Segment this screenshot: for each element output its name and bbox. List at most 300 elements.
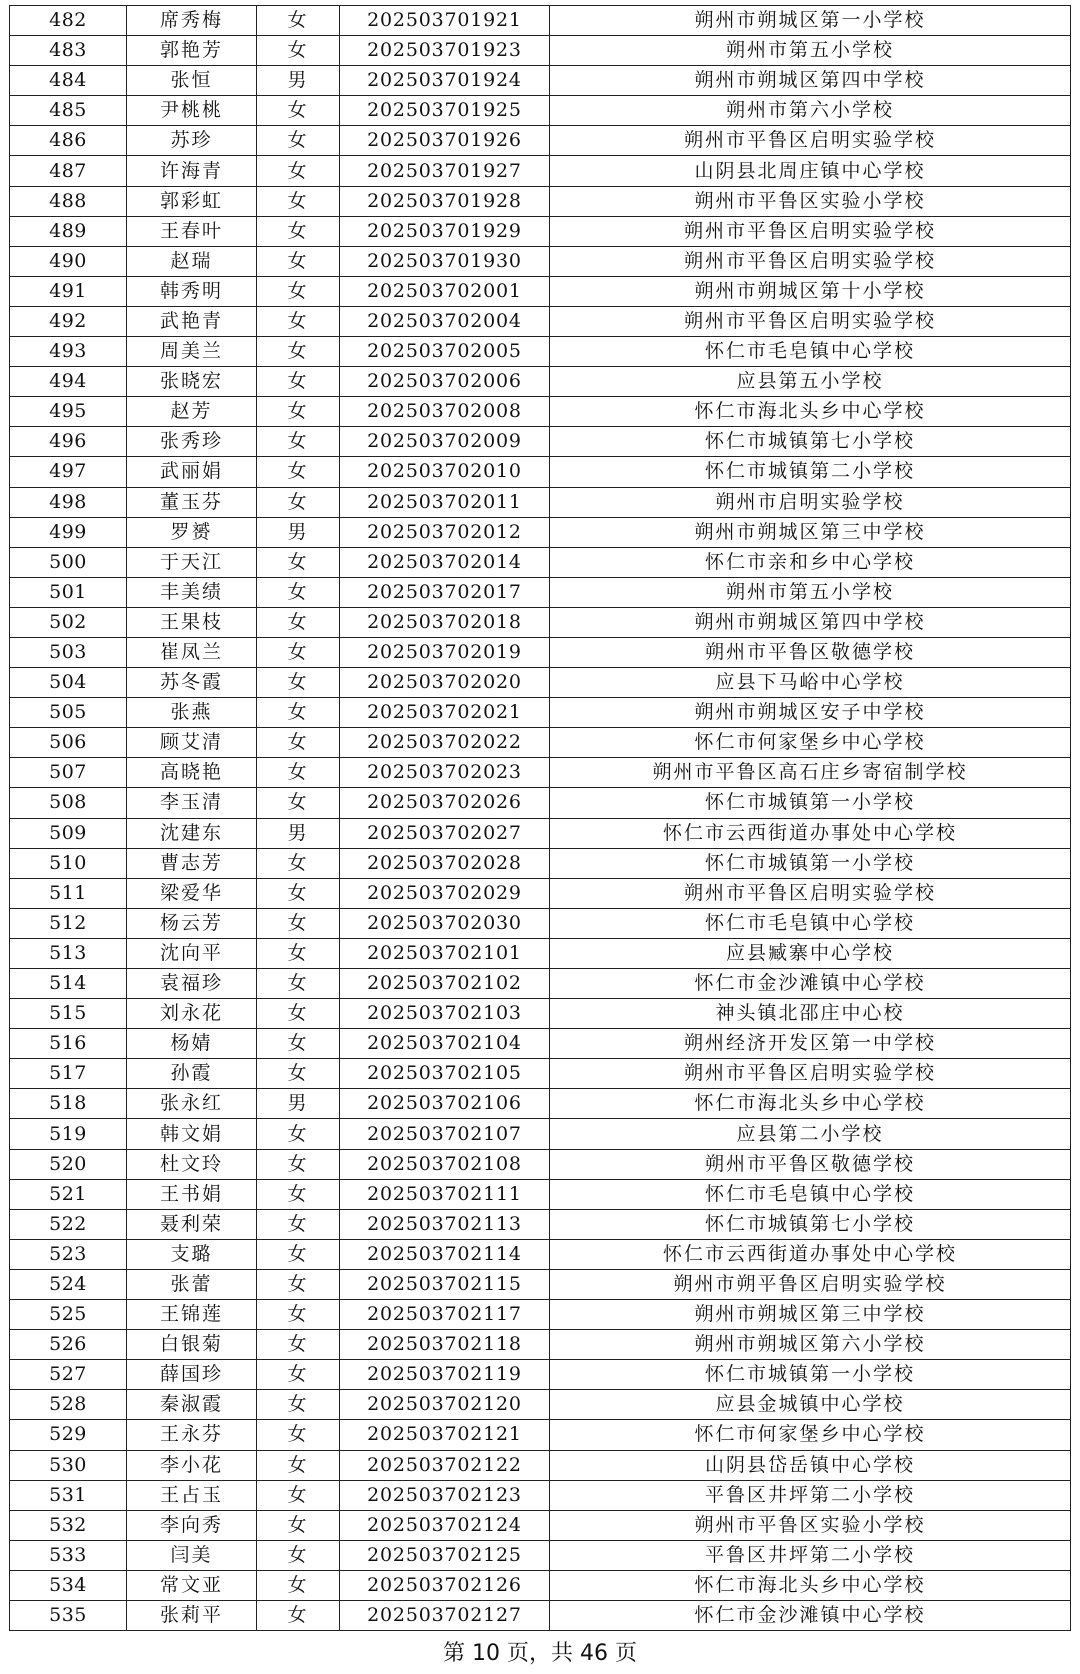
- cell-number: 524: [10, 1269, 127, 1299]
- cell-name: 韩秀明: [127, 276, 257, 306]
- cell-number: 506: [10, 728, 127, 758]
- cell-gender: 女: [257, 698, 340, 728]
- cell-number: 504: [10, 668, 127, 698]
- cell-gender: 女: [257, 397, 340, 427]
- cell-number: 502: [10, 607, 127, 637]
- cell-number: 518: [10, 1089, 127, 1119]
- table-row: [10, 276, 1071, 306]
- cell-school: 朔州市平鲁区启明实验学校: [550, 1059, 1071, 1089]
- cell-school: 朔州市启明实验学校: [550, 487, 1071, 517]
- cell-number: 505: [10, 698, 127, 728]
- cell-number: 528: [10, 1390, 127, 1420]
- cell-school: 怀仁市城镇第二小学校: [550, 457, 1071, 487]
- cell-gender: 女: [257, 1420, 340, 1450]
- cell-name: 薛国珍: [127, 1360, 257, 1390]
- cell-school: 朔州市平鲁区实验小学校: [550, 1510, 1071, 1540]
- cell-number: 517: [10, 1059, 127, 1089]
- cell-exam-id: 202503702104: [340, 1029, 550, 1059]
- cell-exam-id: 202503702029: [340, 878, 550, 908]
- cell-gender: 女: [257, 1360, 340, 1390]
- table-row: [10, 1360, 1071, 1390]
- cell-gender: 女: [257, 1570, 340, 1600]
- cell-school: 怀仁市金沙滩镇中心学校: [550, 1600, 1071, 1630]
- cell-school: 应县第五小学校: [550, 367, 1071, 397]
- cell-number: 508: [10, 788, 127, 818]
- cell-exam-id: 202503702114: [340, 1239, 550, 1269]
- cell-name: 崔凤兰: [127, 637, 257, 667]
- cell-school: 朔州市朔平鲁区启明实验学校: [550, 1269, 1071, 1299]
- cell-exam-id: 202503702121: [340, 1420, 550, 1450]
- cell-school: 怀仁市毛皂镇中心学校: [550, 337, 1071, 367]
- cell-exam-id: 202503702118: [340, 1330, 550, 1360]
- cell-school: 应县金城镇中心学校: [550, 1390, 1071, 1420]
- table-row: [10, 246, 1071, 276]
- cell-gender: 女: [257, 1540, 340, 1570]
- table-row: [10, 878, 1071, 908]
- cell-gender: 女: [257, 878, 340, 908]
- cell-school: 朔州市平鲁区实验小学校: [550, 186, 1071, 216]
- table-row: [10, 126, 1071, 156]
- cell-school: 朔州市第五小学校: [550, 577, 1071, 607]
- table-row: [10, 1029, 1071, 1059]
- cell-gender: 女: [257, 36, 340, 66]
- cell-school: 朔州市朔城区第六小学校: [550, 1330, 1071, 1360]
- cell-name: 沈建东: [127, 818, 257, 848]
- table-row: [10, 577, 1071, 607]
- cell-school: 朔州市平鲁区启明实验学校: [550, 878, 1071, 908]
- cell-gender: 女: [257, 607, 340, 637]
- cell-exam-id: 202503702115: [340, 1269, 550, 1299]
- cell-gender: 女: [257, 908, 340, 938]
- cell-gender: 女: [257, 1330, 340, 1360]
- cell-name: 孙霞: [127, 1059, 257, 1089]
- cell-gender: 女: [257, 6, 340, 36]
- cell-number: 534: [10, 1570, 127, 1600]
- cell-exam-id: 202503702120: [340, 1390, 550, 1420]
- cell-number: 533: [10, 1540, 127, 1570]
- cell-exam-id: 202503702107: [340, 1119, 550, 1149]
- cell-exam-id: 202503701923: [340, 36, 550, 66]
- cell-name: 顾艾清: [127, 728, 257, 758]
- cell-number: 523: [10, 1239, 127, 1269]
- cell-gender: 女: [257, 1510, 340, 1540]
- cell-gender: 女: [257, 668, 340, 698]
- cell-school: 怀仁市城镇第一小学校: [550, 788, 1071, 818]
- cell-school: 朔州市平鲁区启明实验学校: [550, 216, 1071, 246]
- cell-number: 487: [10, 156, 127, 186]
- cell-school: 怀仁市毛皂镇中心学校: [550, 908, 1071, 938]
- cell-school: 朔州市朔城区第三中学校: [550, 517, 1071, 547]
- cell-gender: 女: [257, 216, 340, 246]
- table-row: [10, 186, 1071, 216]
- cell-exam-id: 202503702006: [340, 367, 550, 397]
- cell-gender: 女: [257, 156, 340, 186]
- cell-number: 516: [10, 1029, 127, 1059]
- cell-number: 507: [10, 758, 127, 788]
- table-row: [10, 758, 1071, 788]
- cell-number: 486: [10, 126, 127, 156]
- cell-gender: 女: [257, 1209, 340, 1239]
- cell-name: 张秀珍: [127, 427, 257, 457]
- table-row: [10, 728, 1071, 758]
- cell-exam-id: 202503702123: [340, 1480, 550, 1510]
- cell-name: 支璐: [127, 1239, 257, 1269]
- cell-exam-id: 202503702113: [340, 1209, 550, 1239]
- cell-name: 苏冬霞: [127, 668, 257, 698]
- table-row: [10, 938, 1071, 968]
- cell-exam-id: 202503702022: [340, 728, 550, 758]
- table-row: [10, 637, 1071, 667]
- cell-exam-id: 202503702012: [340, 517, 550, 547]
- table-row: [10, 848, 1071, 878]
- cell-gender: 女: [257, 1059, 340, 1089]
- cell-number: 493: [10, 337, 127, 367]
- table-row: [10, 1480, 1071, 1510]
- cell-gender: 女: [257, 186, 340, 216]
- cell-school: 朔州市朔城区第四中学校: [550, 607, 1071, 637]
- cell-school: 怀仁市毛皂镇中心学校: [550, 1179, 1071, 1209]
- cell-exam-id: 202503701921: [340, 6, 550, 36]
- cell-name: 王春叶: [127, 216, 257, 246]
- cell-exam-id: 202503702101: [340, 938, 550, 968]
- cell-school: 应县臧寨中心学校: [550, 938, 1071, 968]
- cell-number: 492: [10, 306, 127, 336]
- cell-number: 498: [10, 487, 127, 517]
- table-row: [10, 818, 1071, 848]
- cell-school: 朔州市朔城区第四中学校: [550, 66, 1071, 96]
- cell-number: 515: [10, 999, 127, 1029]
- table-row: [10, 367, 1071, 397]
- cell-exam-id: 202503702106: [340, 1089, 550, 1119]
- cell-name: 武艳青: [127, 306, 257, 336]
- cell-name: 刘永花: [127, 999, 257, 1029]
- cell-number: 531: [10, 1480, 127, 1510]
- cell-name: 许海青: [127, 156, 257, 186]
- cell-name: 李玉清: [127, 788, 257, 818]
- cell-gender: 女: [257, 1029, 340, 1059]
- cell-gender: 女: [257, 1450, 340, 1480]
- cell-number: 509: [10, 818, 127, 848]
- cell-school: 朔州市朔城区第一小学校: [550, 6, 1071, 36]
- cell-gender: 女: [257, 1600, 340, 1630]
- cell-exam-id: 202503702105: [340, 1059, 550, 1089]
- cell-gender: 女: [257, 1300, 340, 1330]
- cell-gender: 女: [257, 96, 340, 126]
- cell-gender: 女: [257, 938, 340, 968]
- cell-school: 怀仁市云西街道办事处中心学校: [550, 818, 1071, 848]
- cell-exam-id: 202503702122: [340, 1450, 550, 1480]
- cell-number: 519: [10, 1119, 127, 1149]
- cell-name: 王果枝: [127, 607, 257, 637]
- cell-name: 苏珍: [127, 126, 257, 156]
- table-row: [10, 1179, 1071, 1209]
- cell-exam-id: 202503702126: [340, 1570, 550, 1600]
- cell-number: 490: [10, 246, 127, 276]
- cell-exam-id: 202503702103: [340, 999, 550, 1029]
- cell-gender: 男: [257, 517, 340, 547]
- cell-name: 杨婧: [127, 1029, 257, 1059]
- cell-school: 朔州市平鲁区启明实验学校: [550, 306, 1071, 336]
- cell-school: 朔州市朔城区第十小学校: [550, 276, 1071, 306]
- cell-exam-id: 202503701928: [340, 186, 550, 216]
- cell-name: 丰美绩: [127, 577, 257, 607]
- cell-school: 朔州市平鲁区启明实验学校: [550, 246, 1071, 276]
- cell-exam-id: 202503702124: [340, 1510, 550, 1540]
- cell-name: 杜文玲: [127, 1149, 257, 1179]
- cell-exam-id: 202503702018: [340, 607, 550, 637]
- cell-gender: 女: [257, 1480, 340, 1510]
- cell-gender: 女: [257, 367, 340, 397]
- cell-name: 秦淑霞: [127, 1390, 257, 1420]
- cell-name: 袁福珍: [127, 969, 257, 999]
- table-row: [10, 1089, 1071, 1119]
- cell-gender: 男: [257, 66, 340, 96]
- cell-number: 496: [10, 427, 127, 457]
- cell-name: 于天江: [127, 547, 257, 577]
- table-row: [10, 547, 1071, 577]
- cell-school: 怀仁市海北头乡中心学校: [550, 1089, 1071, 1119]
- table-row: [10, 1450, 1071, 1480]
- table-row: [10, 668, 1071, 698]
- cell-gender: 女: [257, 427, 340, 457]
- cell-exam-id: 202503702026: [340, 788, 550, 818]
- cell-school: 朔州市平鲁区敬德学校: [550, 637, 1071, 667]
- cell-name: 王占玉: [127, 1480, 257, 1510]
- cell-school: 朔州市平鲁区敬德学校: [550, 1149, 1071, 1179]
- cell-number: 512: [10, 908, 127, 938]
- table-row: [10, 457, 1071, 487]
- table-row: [10, 1570, 1071, 1600]
- cell-gender: 女: [257, 547, 340, 577]
- cell-name: 梁爱华: [127, 878, 257, 908]
- cell-name: 赵芳: [127, 397, 257, 427]
- cell-name: 聂利荣: [127, 1209, 257, 1239]
- cell-school: 怀仁市金沙滩镇中心学校: [550, 969, 1071, 999]
- table-row: [10, 1209, 1071, 1239]
- cell-number: 527: [10, 1360, 127, 1390]
- cell-number: 526: [10, 1330, 127, 1360]
- cell-exam-id: 202503701924: [340, 66, 550, 96]
- table-row: [10, 216, 1071, 246]
- cell-number: 495: [10, 397, 127, 427]
- cell-number: 500: [10, 547, 127, 577]
- cell-name: 张永红: [127, 1089, 257, 1119]
- cell-school: 怀仁市城镇第七小学校: [550, 427, 1071, 457]
- table-row: [10, 66, 1071, 96]
- table-row: [10, 1269, 1071, 1299]
- cell-gender: 女: [257, 1149, 340, 1179]
- cell-gender: 女: [257, 246, 340, 276]
- cell-gender: 女: [257, 969, 340, 999]
- cell-number: 511: [10, 878, 127, 908]
- table-row: [10, 1540, 1071, 1570]
- cell-name: 张恒: [127, 66, 257, 96]
- cell-exam-id: 202503702028: [340, 848, 550, 878]
- cell-exam-id: 202503702005: [340, 337, 550, 367]
- cell-gender: 女: [257, 1239, 340, 1269]
- cell-exam-id: 202503702020: [340, 668, 550, 698]
- cell-gender: 女: [257, 337, 340, 367]
- cell-gender: 女: [257, 758, 340, 788]
- cell-number: 522: [10, 1209, 127, 1239]
- cell-name: 郭彩虹: [127, 186, 257, 216]
- cell-name: 杨云芳: [127, 908, 257, 938]
- cell-number: 501: [10, 577, 127, 607]
- cell-gender: 女: [257, 487, 340, 517]
- cell-exam-id: 202503702117: [340, 1300, 550, 1330]
- cell-name: 王书娟: [127, 1179, 257, 1209]
- cell-name: 张蕾: [127, 1269, 257, 1299]
- cell-name: 王锦莲: [127, 1300, 257, 1330]
- cell-number: 482: [10, 6, 127, 36]
- cell-school: 怀仁市海北头乡中心学校: [550, 397, 1071, 427]
- cell-exam-id: 202503701925: [340, 96, 550, 126]
- cell-name: 闫美: [127, 1540, 257, 1570]
- cell-number: 513: [10, 938, 127, 968]
- cell-number: 521: [10, 1179, 127, 1209]
- cell-exam-id: 202503702009: [340, 427, 550, 457]
- cell-gender: 女: [257, 999, 340, 1029]
- cell-name: 郭艳芳: [127, 36, 257, 66]
- cell-exam-id: 202503702011: [340, 487, 550, 517]
- cell-name: 韩文娟: [127, 1119, 257, 1149]
- cell-exam-id: 202503702102: [340, 969, 550, 999]
- cell-exam-id: 202503702125: [340, 1540, 550, 1570]
- table-row: [10, 1300, 1071, 1330]
- cell-exam-id: 202503702019: [340, 637, 550, 667]
- cell-name: 董玉芬: [127, 487, 257, 517]
- cell-school: 平鲁区井坪第二小学校: [550, 1540, 1071, 1570]
- table-row: [10, 1600, 1071, 1630]
- table-row: [10, 999, 1071, 1029]
- cell-gender: 女: [257, 1119, 340, 1149]
- table-row: [10, 969, 1071, 999]
- cell-school: 怀仁市亲和乡中心学校: [550, 547, 1071, 577]
- table-row: [10, 427, 1071, 457]
- cell-gender: 女: [257, 848, 340, 878]
- cell-name: 高晓艳: [127, 758, 257, 788]
- cell-school: 山阴县岱岳镇中心学校: [550, 1450, 1071, 1480]
- table-row: [10, 1510, 1071, 1540]
- cell-name: 张燕: [127, 698, 257, 728]
- cell-gender: 女: [257, 457, 340, 487]
- cell-number: 497: [10, 457, 127, 487]
- cell-gender: 女: [257, 1179, 340, 1209]
- cell-name: 曹志芳: [127, 848, 257, 878]
- table-row: [10, 337, 1071, 367]
- cell-number: 494: [10, 367, 127, 397]
- roster-table: [9, 5, 1071, 1631]
- table-row: [10, 698, 1071, 728]
- table-row: [10, 1059, 1071, 1089]
- cell-name: 常文亚: [127, 1570, 257, 1600]
- cell-name: 李小花: [127, 1450, 257, 1480]
- cell-exam-id: 202503702030: [340, 908, 550, 938]
- cell-number: 503: [10, 637, 127, 667]
- cell-school: 朔州市平鲁区启明实验学校: [550, 126, 1071, 156]
- cell-school: 神头镇北邵庄中心校: [550, 999, 1071, 1029]
- cell-name: 赵瑞: [127, 246, 257, 276]
- table-row: [10, 517, 1071, 547]
- cell-exam-id: 202503701930: [340, 246, 550, 276]
- cell-exam-id: 202503701929: [340, 216, 550, 246]
- cell-exam-id: 202503702014: [340, 547, 550, 577]
- cell-gender: 女: [257, 637, 340, 667]
- cell-gender: 女: [257, 728, 340, 758]
- cell-school: 怀仁市城镇第一小学校: [550, 848, 1071, 878]
- cell-gender: 女: [257, 1269, 340, 1299]
- table-row: [10, 487, 1071, 517]
- table-row: [10, 1119, 1071, 1149]
- cell-exam-id: 202503702127: [340, 1600, 550, 1630]
- cell-number: 532: [10, 1510, 127, 1540]
- cell-school: 朔州经济开发区第一中学校: [550, 1029, 1071, 1059]
- table-row: [10, 1239, 1071, 1269]
- cell-school: 山阴县北周庄镇中心学校: [550, 156, 1071, 186]
- cell-school: 朔州市朔城区安子中学校: [550, 698, 1071, 728]
- cell-exam-id: 202503702010: [340, 457, 550, 487]
- table-row: [10, 1330, 1071, 1360]
- cell-name: 沈向平: [127, 938, 257, 968]
- cell-number: 488: [10, 186, 127, 216]
- table-row: [10, 397, 1071, 427]
- cell-name: 白银菊: [127, 1330, 257, 1360]
- cell-exam-id: 202503702001: [340, 276, 550, 306]
- cell-number: 535: [10, 1600, 127, 1630]
- cell-gender: 女: [257, 126, 340, 156]
- cell-exam-id: 202503702023: [340, 758, 550, 788]
- cell-gender: 男: [257, 1089, 340, 1119]
- cell-school: 平鲁区井坪第二小学校: [550, 1480, 1071, 1510]
- cell-number: 529: [10, 1420, 127, 1450]
- cell-gender: 女: [257, 577, 340, 607]
- cell-number: 485: [10, 96, 127, 126]
- table-row: [10, 788, 1071, 818]
- cell-exam-id: 202503702027: [340, 818, 550, 848]
- cell-name: 李向秀: [127, 1510, 257, 1540]
- cell-exam-id: 202503701926: [340, 126, 550, 156]
- cell-school: 应县下马峪中心学校: [550, 668, 1071, 698]
- cell-name: 罗赟: [127, 517, 257, 547]
- cell-number: 499: [10, 517, 127, 547]
- table-row: [10, 607, 1071, 637]
- cell-school: 朔州市朔城区第三中学校: [550, 1300, 1071, 1330]
- page-number-footer: 第 10 页，共 46 页: [443, 1641, 637, 1666]
- roster-body: [10, 6, 1071, 1631]
- cell-gender: 女: [257, 276, 340, 306]
- table-row: [10, 6, 1071, 36]
- cell-school: 怀仁市城镇第七小学校: [550, 1209, 1071, 1239]
- table-row: [10, 1390, 1071, 1420]
- cell-number: 489: [10, 216, 127, 246]
- cell-school: 应县第二小学校: [550, 1119, 1071, 1149]
- table-row: [10, 1420, 1071, 1450]
- table-row: [10, 908, 1071, 938]
- cell-name: 尹桃桃: [127, 96, 257, 126]
- cell-number: 491: [10, 276, 127, 306]
- cell-number: 520: [10, 1149, 127, 1179]
- cell-name: 武丽娟: [127, 457, 257, 487]
- cell-school: 怀仁市城镇第一小学校: [550, 1360, 1071, 1390]
- cell-name: 张莉平: [127, 1600, 257, 1630]
- cell-exam-id: 202503702017: [340, 577, 550, 607]
- cell-exam-id: 202503702111: [340, 1179, 550, 1209]
- table-row: [10, 36, 1071, 66]
- cell-exam-id: 202503702008: [340, 397, 550, 427]
- cell-school: 朔州市第五小学校: [550, 36, 1071, 66]
- cell-exam-id: 202503702004: [340, 306, 550, 336]
- cell-exam-id: 202503701927: [340, 156, 550, 186]
